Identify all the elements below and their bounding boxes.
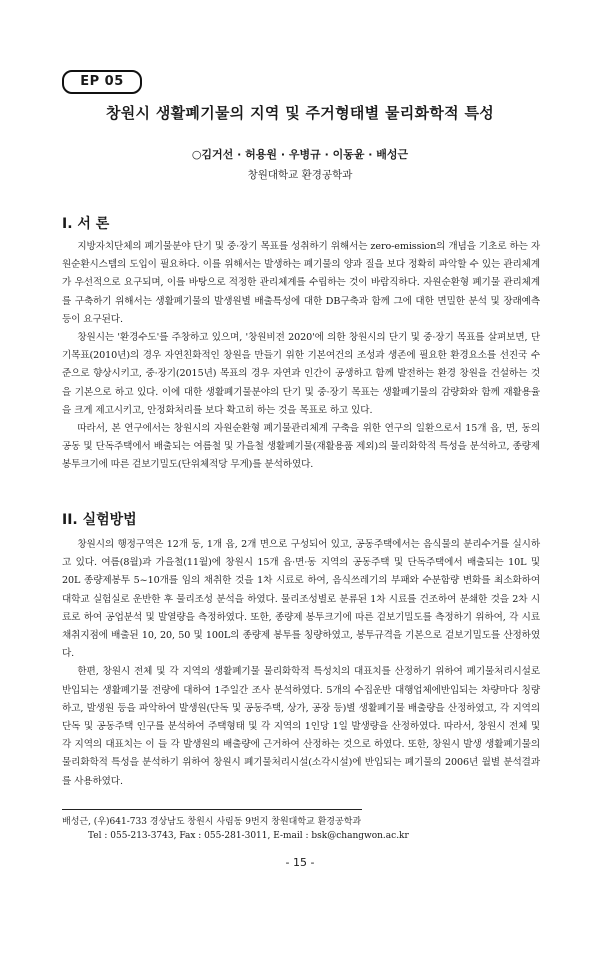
paragraph: 창원시는 '환경수도'를 주창하고 있으며, '창원비전 2020'에 의한 창원시의 단기 및 중·장기 목표를 살펴보면, 단기목표(2010년)의 경우 자연친화적인 창원을 만들기 위한 기본여건의 조성과 생존에 필요한 환경요소를 선진국 수준으로 향상시키고, 중·장기(2015년) 목표의 경우 자연과 인간이 공생하고 함께 발전하는 환경 창원을 건설하는 것을 기본으로 하고 있다. 이에 대한 생활폐기물분야의 단기 및 중·장기 목표는 생활폐기물의 감량화와 함께 재활용율을 크게 제고시키고, 안정화처리를 보다 확고히 하는 것을 목표로 하고 있다.	[62, 332, 540, 416]
section-heading-methods: II. 실험방법	[62, 512, 137, 528]
author-list: ○김거선 · 허용원 · 우병규 · 이동윤 · 배성근	[191, 148, 409, 161]
paragraph: 지방자치단체의 폐기물분야 단기 및 중·장기 목표를 성취하기 위해서는 zero-emission의 개념을 기초로 하는 자원순환시스템의 도입이 필요하다. 이를 위해서는 발생하는 폐기물의 양과 질을 보다 정확히 파악할 수 있는 관리체계가 우선적으로 요구되며, 이를 바탕으로 적정한 관리체계를 수립하는 것이 바람직하다. 자원순환형 폐기물 관리체계를 구축하기 위해서는 생활폐기물의 발생원별 배출특성에 대한 DB구축과 함께 그에 대한 면밀한 분석 및 장래예측 등이 요구된다.	[62, 241, 540, 325]
affiliation: 창원대학교 환경공학과	[247, 169, 353, 181]
paper-title: 창원시 생활폐기물의 지역 및 주거형태별 물리화학적 특성	[105, 104, 495, 122]
footnote-divider	[62, 809, 362, 810]
footnote	[62, 815, 538, 843]
footnote-address: 배성근, (우)641-733 경상남도 창원시 사림동 9번지 창원대학교 환경공학과	[62, 817, 362, 827]
footnote-contact: Tel : 055-213-3743, Fax : 055-281-3011, E-mail : bsk@changwon.ac.kr	[88, 831, 409, 841]
section-body-introduction	[62, 238, 540, 475]
paragraph: 한편, 창원시 전체 및 각 지역의 생활폐기물 물리화학적 특성치의 대표치를 산정하기 위하여 폐기물처리시설로 반입되는 생활폐기물 전량에 대하여 1주일간 조사 분석하였다. 5개의 수집운반 대행업체에반입되는 차량마다 칭량하고, 발생원 등을 파악하여 발생원(단독 및 공동주택, 상가, 공장 등)별 생활폐기물 배출량을 산정하였고, 각 지역의 단독 및 공동주택 인구를 분석하여 주택형태 및 각 지역의 1인당 1일 발생량을 산정하였다. 따라서, 창원시 전체 및 각 지역의 대표치는 이 들 각 발생원의 배출량에 근거하여 산정하는 것으로 하였다. 또한, 창원시 발생 생활폐기물의 물리화학적 특성을 분석하기 위하여 창원시 폐기물처리시설(소각시설)에 반입되는 폐기물의 2006년 월별 분석결과를 사용하였다.	[62, 666, 540, 787]
section-body-methods	[62, 536, 540, 791]
paragraph: 따라서, 본 연구에서는 창원시의 자원순환형 폐기물관리체계 구축을 위한 연구의 일환으로서 15개 읍, 면, 동의 공동 및 단독주택에서 배출되는 여름철 및 가을철 생활폐기물(재활용품 제외)의 물리화학적 특성을 분석하고, 종량제 봉투크기에 따른 겉보기밀도(단위체적당 무게)를 분석하였다.	[62, 423, 540, 471]
page-number: - 15 -	[285, 856, 315, 869]
session-badge: EP 05	[62, 70, 142, 94]
section-heading-introduction: I. 서 론	[62, 216, 110, 232]
paragraph: 창원시의 행정구역은 12개 동, 1개 읍, 2개 면으로 구성되어 있고, 공동주택에서는 음식물의 분리수거를 실시하고 있다. 여름(8월)과 가을철(11월)에 창원시 15개 읍·면·동 지역의 공동주택 및 단독주택에서 배출되는 10L 및 20L 종량제봉투 5~10개를 임의 채취한 것을 1차 시료로 하여, 음식쓰레기의 부패와 수분함량 변화를 최소화하여 대학교 실험실로 운반한 후 물리조성 분석을 하였다. 물리조성별로 분류된 1차 시료를 건조하여 분쇄한 것을 2차 시료로 하여 공업분석 및 발열량을 측정하였다. 또한, 종량제 봉투크기에 따른 겉보기밀도를 측정하기 위하여, 각 시료채취지점에 배출된 10, 20, 50 및 100L의 종량제 봉투를 칭량하였고, 봉투규격을 기본으로 겉보기밀도를 산정하였다.	[62, 539, 540, 660]
